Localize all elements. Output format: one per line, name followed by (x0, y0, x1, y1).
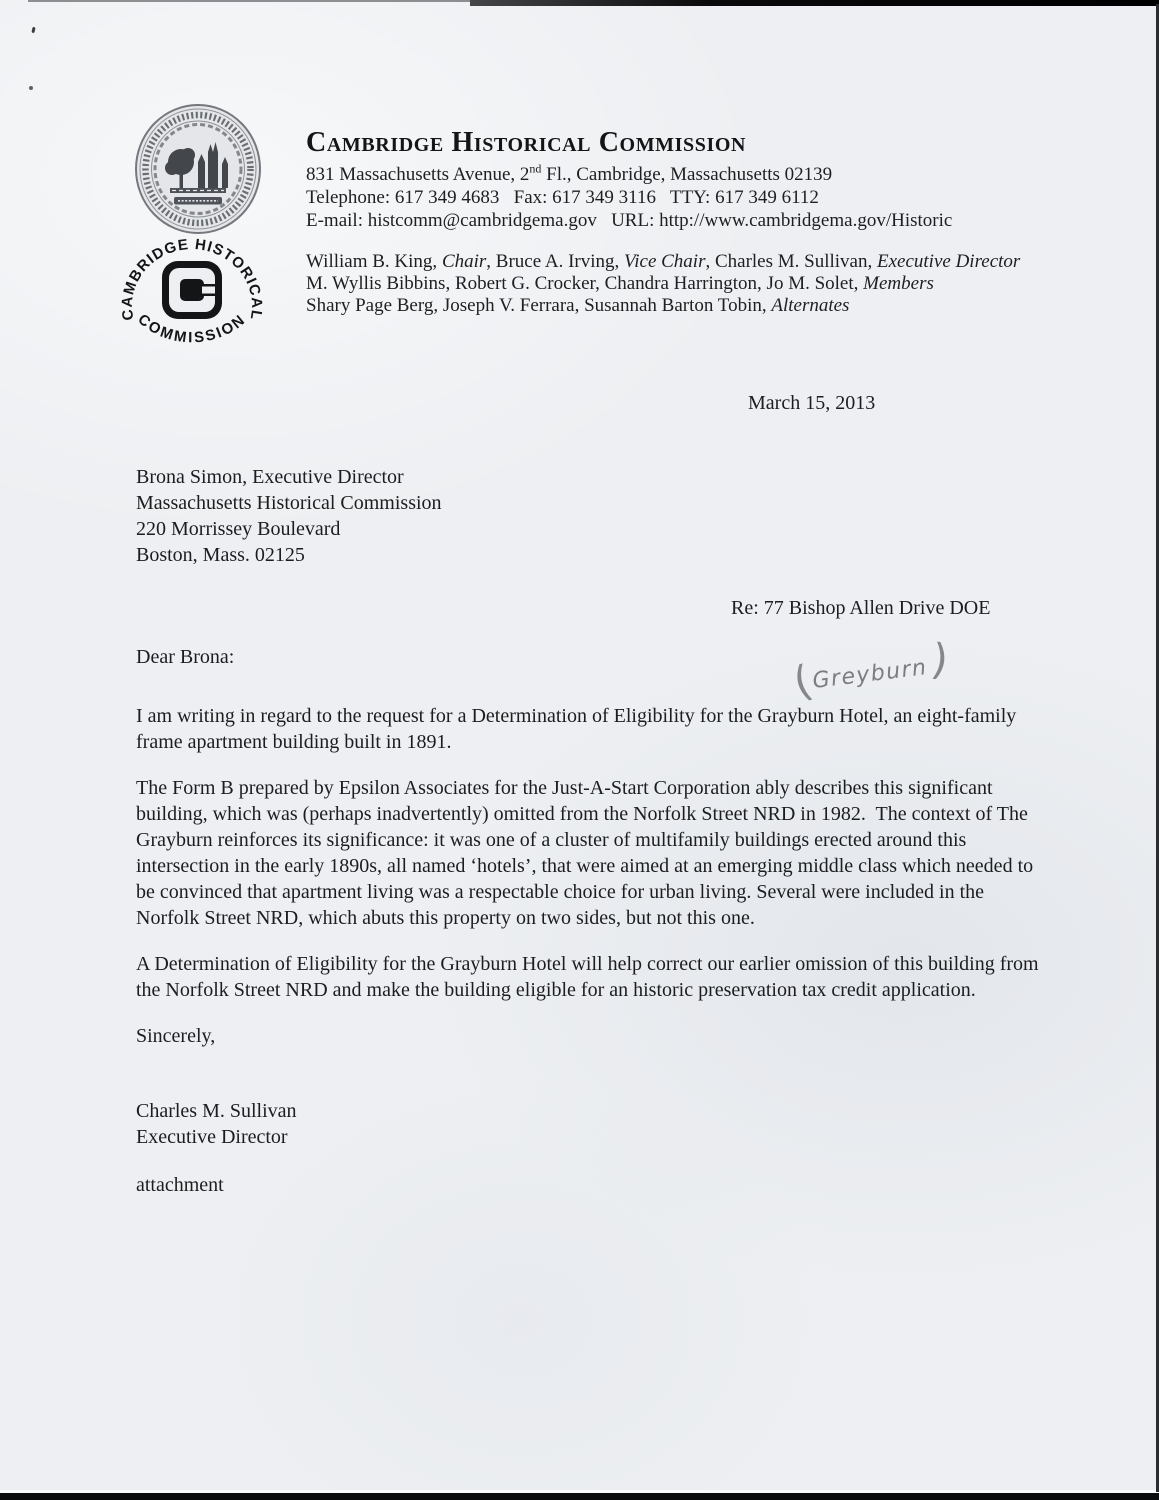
board-text: William B. King, (306, 251, 442, 272)
letterhead (306, 126, 1046, 317)
org-address (306, 163, 1046, 186)
board-text: Shary Page Berg, Joseph V. Ferrara, Susannah Barton Tobin, (306, 295, 772, 316)
annotation-close-paren: ) (928, 634, 951, 685)
signature-name: Charles M. Sullivan (136, 1100, 297, 1122)
board-role: Alternates (771, 295, 850, 316)
address-prefix: 831 Massachusetts Avenue, 2 (306, 164, 530, 185)
annotation-word: Greyburn (811, 654, 930, 694)
board-text: , Charles M. Sullivan, (705, 251, 877, 272)
address-ordinal-sup: nd (529, 161, 542, 176)
annotation-open-paren: ( (788, 655, 817, 708)
letter-date: March 15, 2013 (748, 392, 876, 414)
board-text: , Bruce A. Irving, (486, 251, 625, 272)
board-line-3 (306, 295, 1046, 317)
salutation: Dear Brona: (136, 646, 235, 668)
logo-arc-top-text: CAMBRIDGE HISTORICAL (118, 236, 266, 322)
recipient-line: Boston, Mass. 02125 (136, 544, 305, 566)
re-line: Re: 77 Bishop Allen Drive DOE (731, 597, 991, 619)
signature-block (136, 1098, 1046, 1150)
board-role: Vice Chair (624, 251, 706, 272)
handwritten-annotation (788, 634, 951, 708)
board-role: Chair (441, 251, 487, 272)
closing: Sincerely, (136, 1025, 216, 1047)
chc-logo-icon (118, 233, 266, 345)
scan-speck (31, 27, 35, 33)
city-seal-icon (134, 102, 262, 236)
scan-edge-top-dark (470, 0, 1159, 6)
attachment-note: attachment (136, 1174, 224, 1196)
paragraph-2: The Form B prepared by Epsilon Associates for the Just-A-Start Corporation ably describes this significant building, which was (perhaps inadvertently) omitted from the Norfolk Street NRD in 1982. The context of The Grayburn reinforces its significance: it was one of a cluster of multifamily buildings erected around this intersection in the early 1890s, all named ‘hotels’, that were aimed at an emerging middle class which needed to be convinced that apartment living was a respectable choice for urban living. Several were included in the Norfolk Street NRD, which abuts this property on two sides, but not this one. (136, 777, 1039, 929)
recipient-line: Brona Simon, Executive Director (136, 466, 404, 488)
board-text: M. Wyllis Bibbins, Robert G. Crocker, Chandra Harrington, Jo M. Solet, (306, 273, 864, 294)
board-role: Executive Director (877, 251, 1021, 272)
paragraph-3: A Determination of Eligibility for the Grayburn Hotel will help correct our earlier omission of this building from the Norfolk Street NRD and make the building eligible for an historic preservation tax credit application. (136, 953, 1044, 1001)
recipient-address (136, 464, 442, 568)
board-members (306, 251, 1046, 317)
board-line-2 (306, 273, 1046, 295)
scan-speck (29, 86, 33, 90)
org-name: Cambridge Historical Commission (306, 127, 747, 158)
board-role: Members (863, 273, 934, 294)
paragraph-1: I am writing in regard to the request for a Determination of Eligibility for the Grayburn Hotel, an eight-family frame apartment building built in 1891. (136, 705, 1022, 753)
logo-arc-bottom-text: COMMISSION (134, 310, 250, 345)
recipient-line: Massachusetts Historical Commission (136, 492, 442, 514)
scan-edge-bottom-dark (0, 1493, 1159, 1500)
address-suffix: Fl., Cambridge, Massachusetts 02139 (541, 164, 833, 185)
org-phone-line: Telephone: 617 349 4683 Fax: 617 349 3116 TTY: 617 349 6112 (306, 187, 819, 208)
board-line-1 (306, 251, 1046, 273)
signature-title: Executive Director (136, 1126, 288, 1148)
org-email-line: E-mail: histcomm@cambridgema.gov URL: http://www.cambridgema.gov/Historic (306, 210, 953, 231)
letter-body (136, 703, 1046, 1198)
recipient-line: 220 Morrissey Boulevard (136, 518, 341, 540)
